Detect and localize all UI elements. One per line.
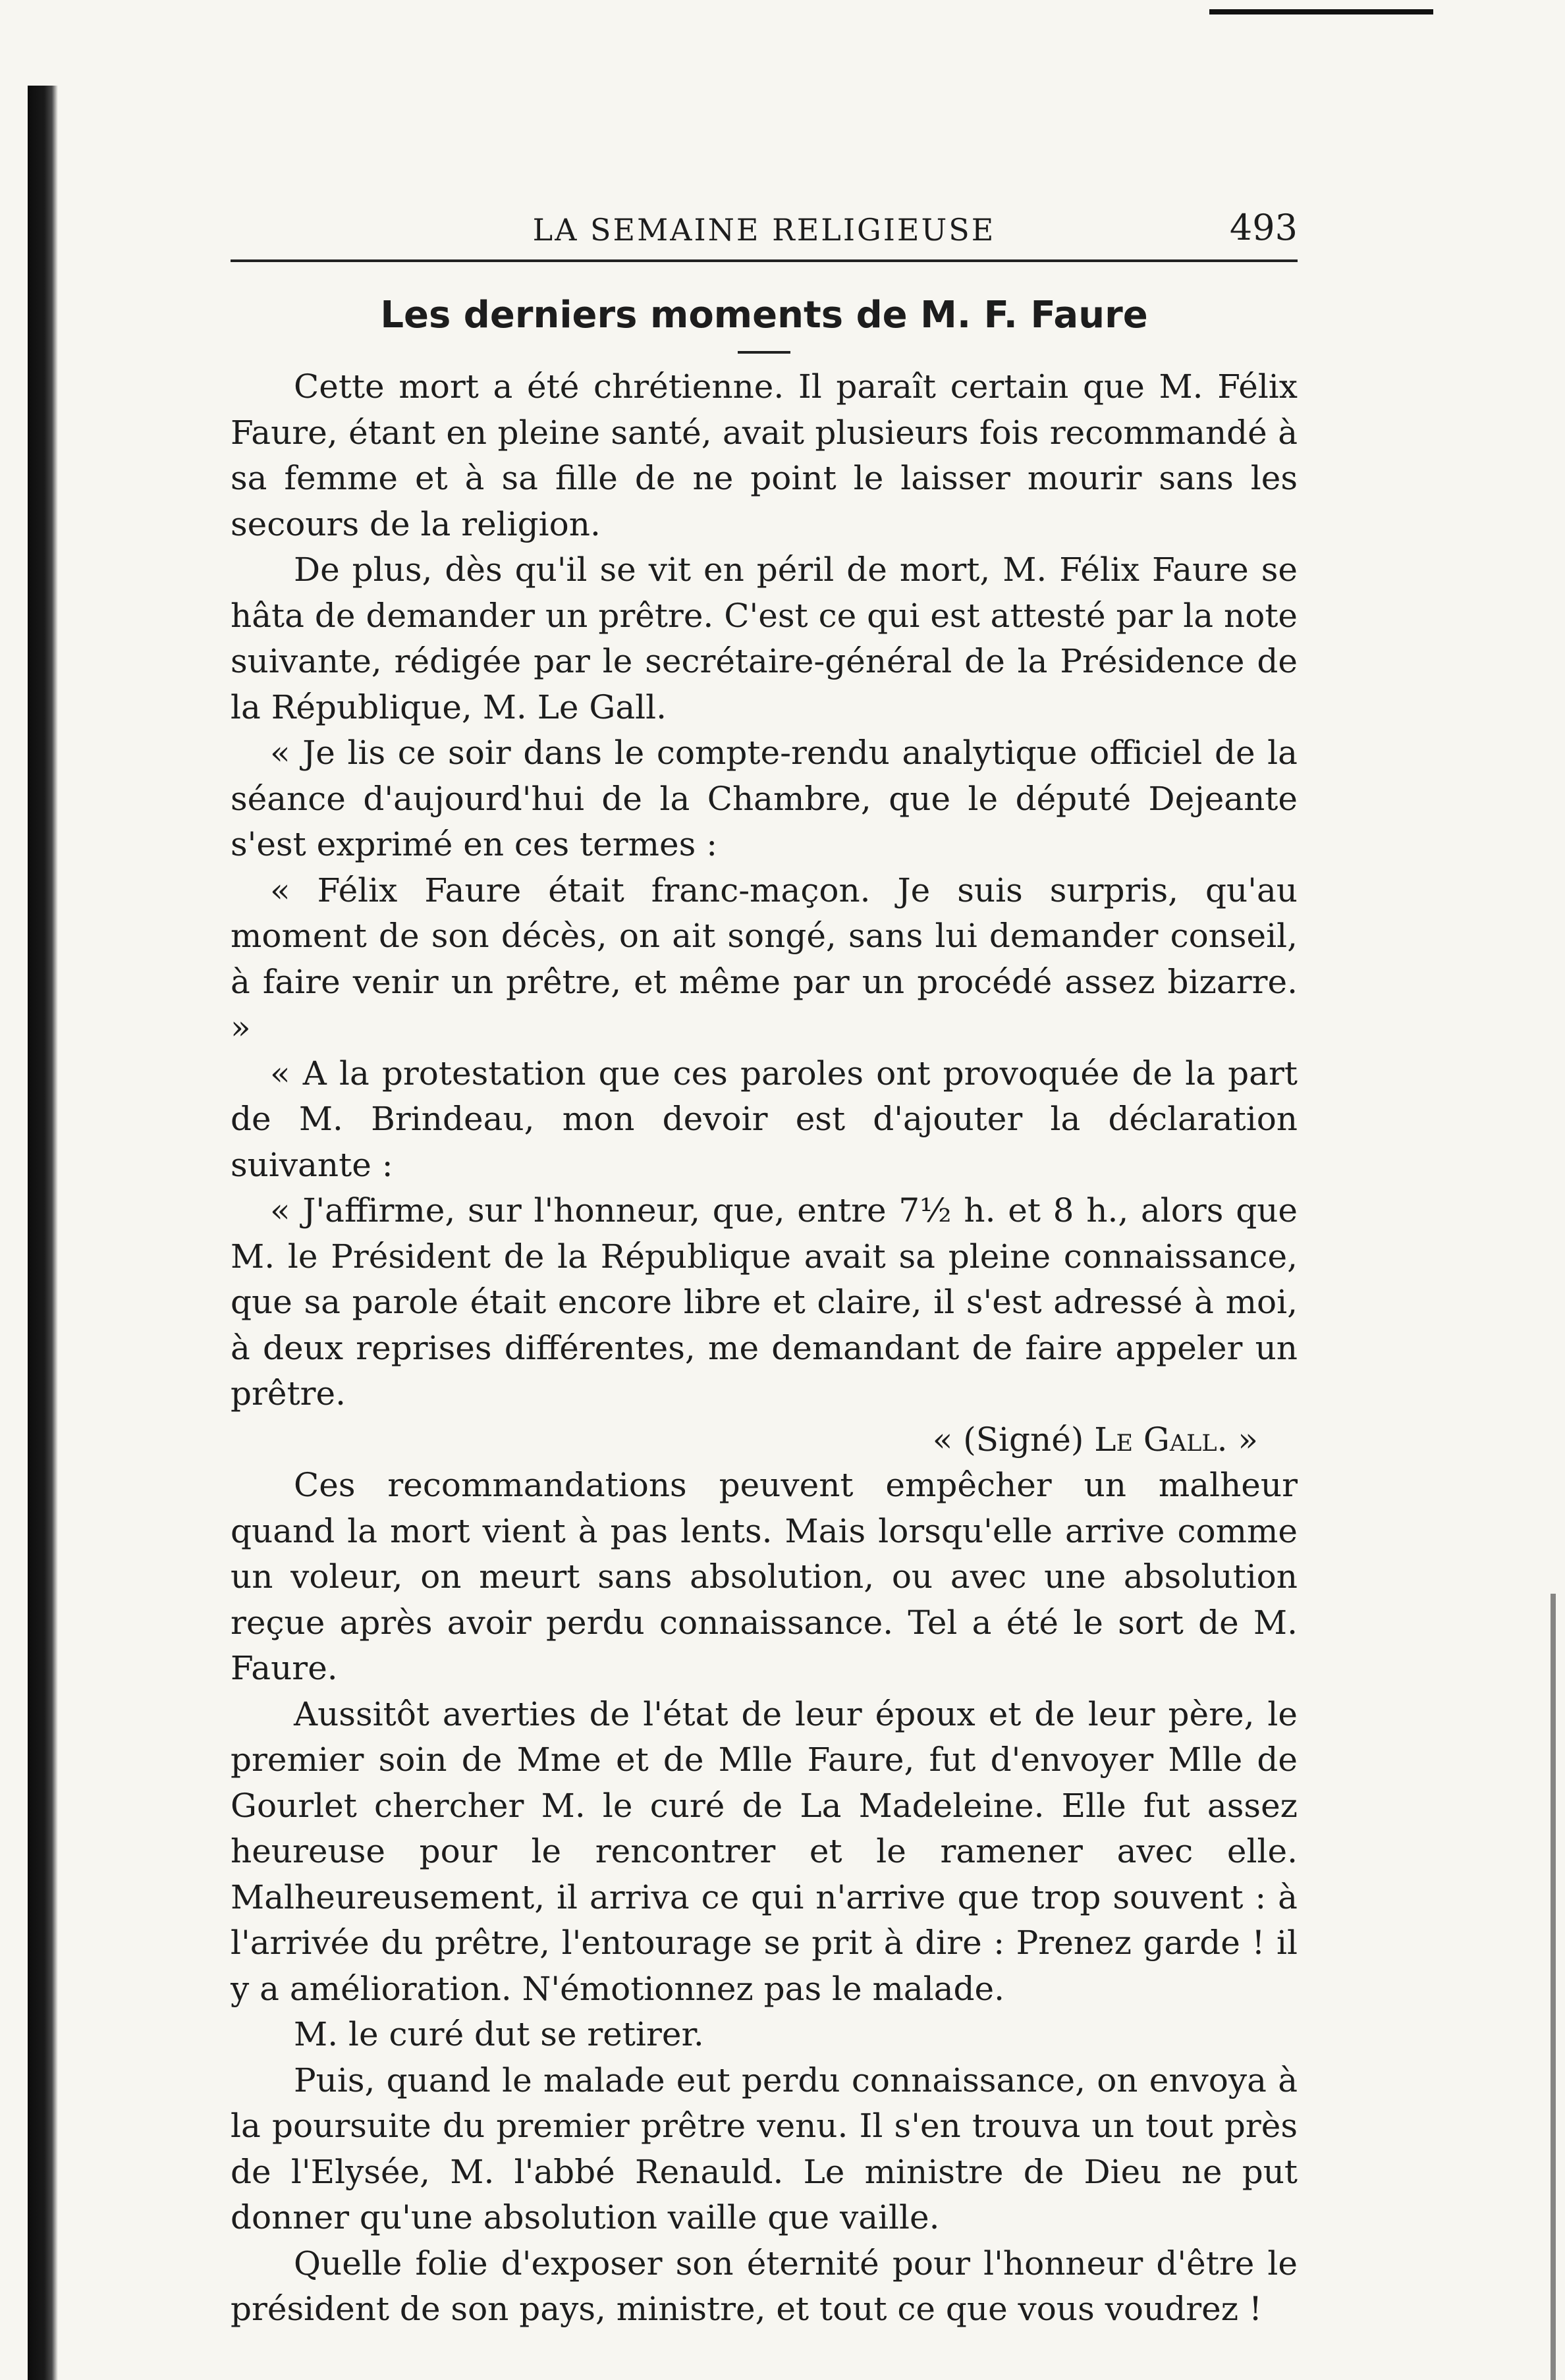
signature-suffix: »: [1238, 1420, 1258, 1459]
paragraph-5: M. le curé dut se retirer.: [294, 2015, 704, 2053]
paragraph-6: Puis, quand le malade eut perdu connaissance, on envoya à la poursuite du premier prêtre venu. Il s'en trouva un tout près de l'Elysée, M. l'abbé Renauld. Le ministre de Dieu ne put donner qu'une absolution vaille que vaille.: [231, 2061, 1298, 2236]
header-rule: [231, 259, 1298, 262]
scan-edge-right: [1551, 1594, 1556, 2380]
signature-prefix: « (Signé): [932, 1420, 1084, 1459]
paragraph-7: Quelle folie d'exposer son éternité pour l'honneur d'être le président de son pays, ministre, et tout ce que vous voudrez !: [231, 2244, 1298, 2328]
running-title: LA SEMAINE RELIGIEUSE: [532, 212, 996, 248]
quote-paragraph-1: « Je lis ce soir dans le compte-rendu analytique officiel de la séance d'aujourd'hui de la Chambre, que le député Dejeante s'est exprimé en ces termes :: [231, 734, 1298, 863]
paragraph-4: Aussitôt averties de l'état de leur époux et de leur père, le premier soin de Mme et de Mlle Faure, fut d'envoyer Mlle de Gourlet chercher M. le curé de La Madeleine. Elle fut assez heureuse pour le rencontrer et le ramener avec elle. Malheureusement, il arriva ce qui n'arrive que trop souvent : à l'arrivée du prêtre, l'entourage se prit à dire : Prenez garde ! il y a amélioration. N'émotionnez pas le malade.: [231, 1694, 1298, 2008]
quote-paragraph-4: « J'affirme, sur l'honneur, que, entre 7½ h. et 8 h., alors que M. le Président de la République avait sa pleine connaissance, que sa parole était encore libre et claire, il s'est adressé à moi, à deux reprises différentes, me demandant de faire appeler un prêtre.: [231, 1191, 1298, 1413]
book-page: [231, 198, 1298, 2333]
quote-paragraph-2: « Félix Faure était franc-maçon. Je suis surpris, qu'au moment de son décès, on ait songé, sans lui demander conseil, à faire venir un prêtre, et même par un procédé assez bizarre. »: [231, 871, 1298, 1046]
scan-mark-top: [1209, 9, 1433, 14]
paragraph-1: Cette mort a été chrétienne. Il paraît certain que M. Félix Faure, étant en pleine santé, avait plusieurs fois recommandé à sa femme et à sa fille de ne point le laisser mourir sans les secours de la religion.: [231, 367, 1298, 543]
paragraph-3: Ces recommandations peuvent empêcher un malheur quand la mort vient à pas lents. Mais lorsqu'elle arrive comme un voleur, on meurt sans absolution, ou avec une absolution reçue après avoir perdu connaissance. Tel a été le sort de M. Faure.: [231, 1466, 1298, 1687]
paragraph-2: De plus, dès qu'il se vit en péril de mort, M. Félix Faure se hâta de demander un prêtre. C'est ce qui est attesté par la note suivante, rédigée par le secrétaire-général de la Présidence de la République, M. Le Gall.: [231, 551, 1298, 726]
signature-name: Le Gall.: [1094, 1420, 1228, 1459]
signature-line: [231, 1417, 1298, 1463]
article-body: [231, 364, 1298, 2333]
title-dash: [738, 351, 790, 354]
quote-paragraph-3: « A la protestation que ces paroles ont provoquée de la part de M. Brindeau, mon devoir est d'ajouter la déclaration suivante :: [231, 1054, 1298, 1184]
article-title: Les derniers moments de M. F. Faure: [380, 294, 1148, 337]
page-header: [231, 198, 1298, 257]
page-number: 493: [1229, 207, 1298, 248]
scan-binding-shadow: [28, 86, 58, 2380]
